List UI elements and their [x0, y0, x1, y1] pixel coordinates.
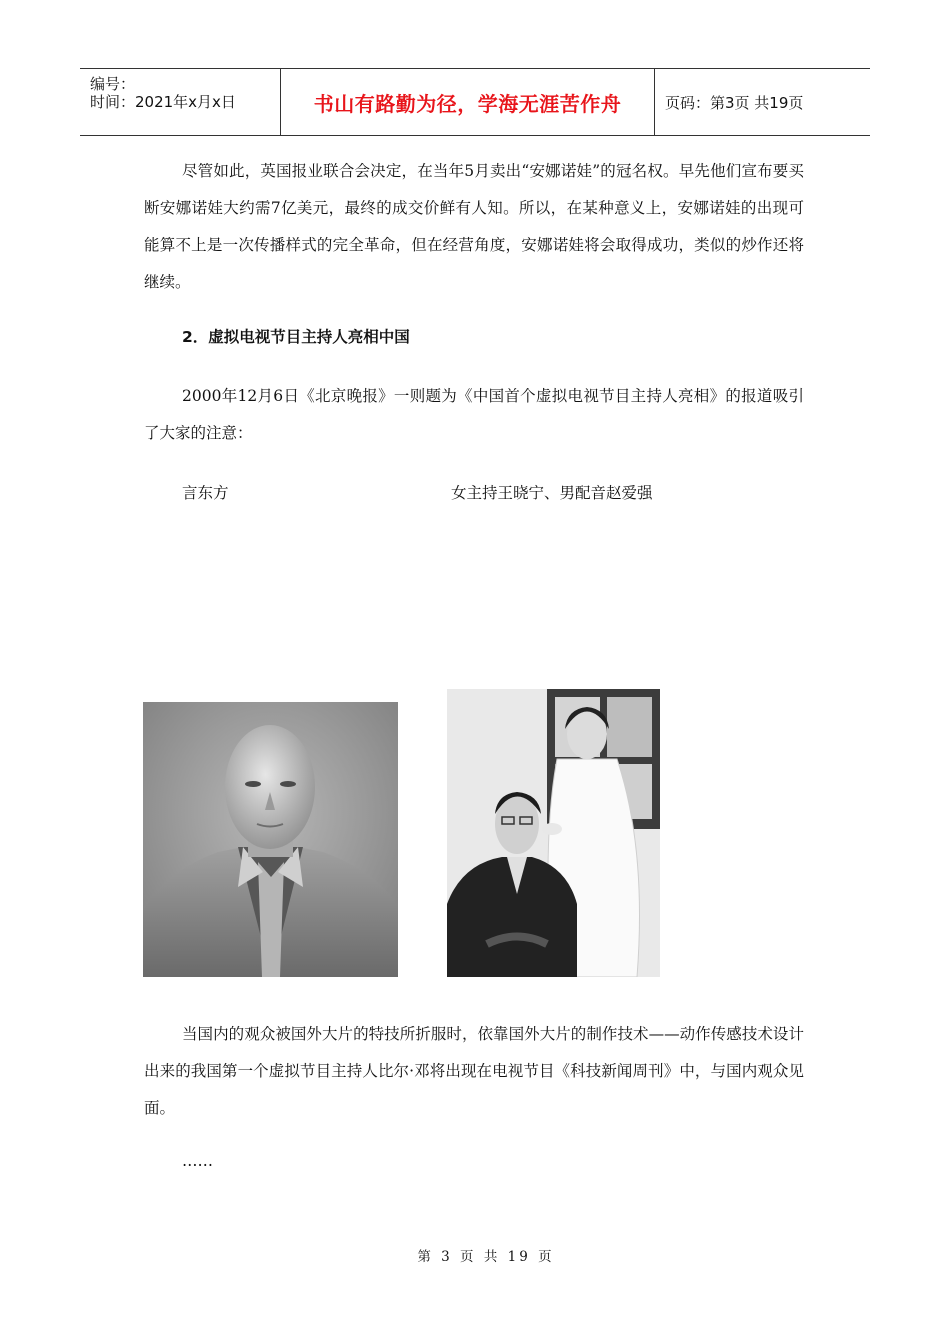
caption-right: 女主持王晓宁、男配音赵爱强 — [451, 484, 653, 502]
header-page-info: 页码：第3页 共19页 — [665, 93, 804, 112]
hosts-photo — [447, 689, 660, 977]
virtual-host-photo — [143, 702, 398, 977]
paragraph-news-report: 2000年12月6日《北京晚报》一则题为《中国首个虚拟电视节目主持人亮相》的报道吸引了大家的注意： — [144, 387, 804, 442]
section-heading: 2．虚拟电视节目主持人亮相中国 — [182, 328, 410, 346]
header-page-cell — [655, 69, 870, 135]
ellipsis: …… — [182, 1152, 213, 1170]
header-motto: 书山有路勤为径，学海无涯苦作舟 — [313, 91, 622, 116]
document-number-label: 编号： — [90, 75, 136, 93]
header-meta-cell — [80, 69, 281, 135]
page-footer: 第 3 页 共 19 页 — [417, 1249, 555, 1265]
paragraph-virtual-host: 当国内的观众被国外大片的特技所折服时，依靠国外大片的制作技术——动作传感技术设计出来的我国第一个虚拟节目主持人比尔·邓将出现在电视节目《科技新闻周刊》中，与国内观众见面。 — [144, 1025, 804, 1117]
paragraph-anna-nova: 尽管如此，英国报业联合会决定，在当年5月卖出“安娜诺娃”的冠名权。早先他们宣布要买断安娜诺娃大约需7亿美元，最终的成交价鲜有人知。所以，在某种意义上，安娜诺娃的出现可能算不上是一次传播样式的完全革命，但在经营角度，安娜诺娃将会取得成功，类似的炒作还将继续。 — [144, 162, 804, 291]
caption-left: 言东方 — [182, 484, 229, 502]
document-time-label: 时间：2021年x月x日 — [90, 93, 236, 111]
header-motto-cell — [281, 69, 655, 135]
document-header — [80, 68, 870, 136]
